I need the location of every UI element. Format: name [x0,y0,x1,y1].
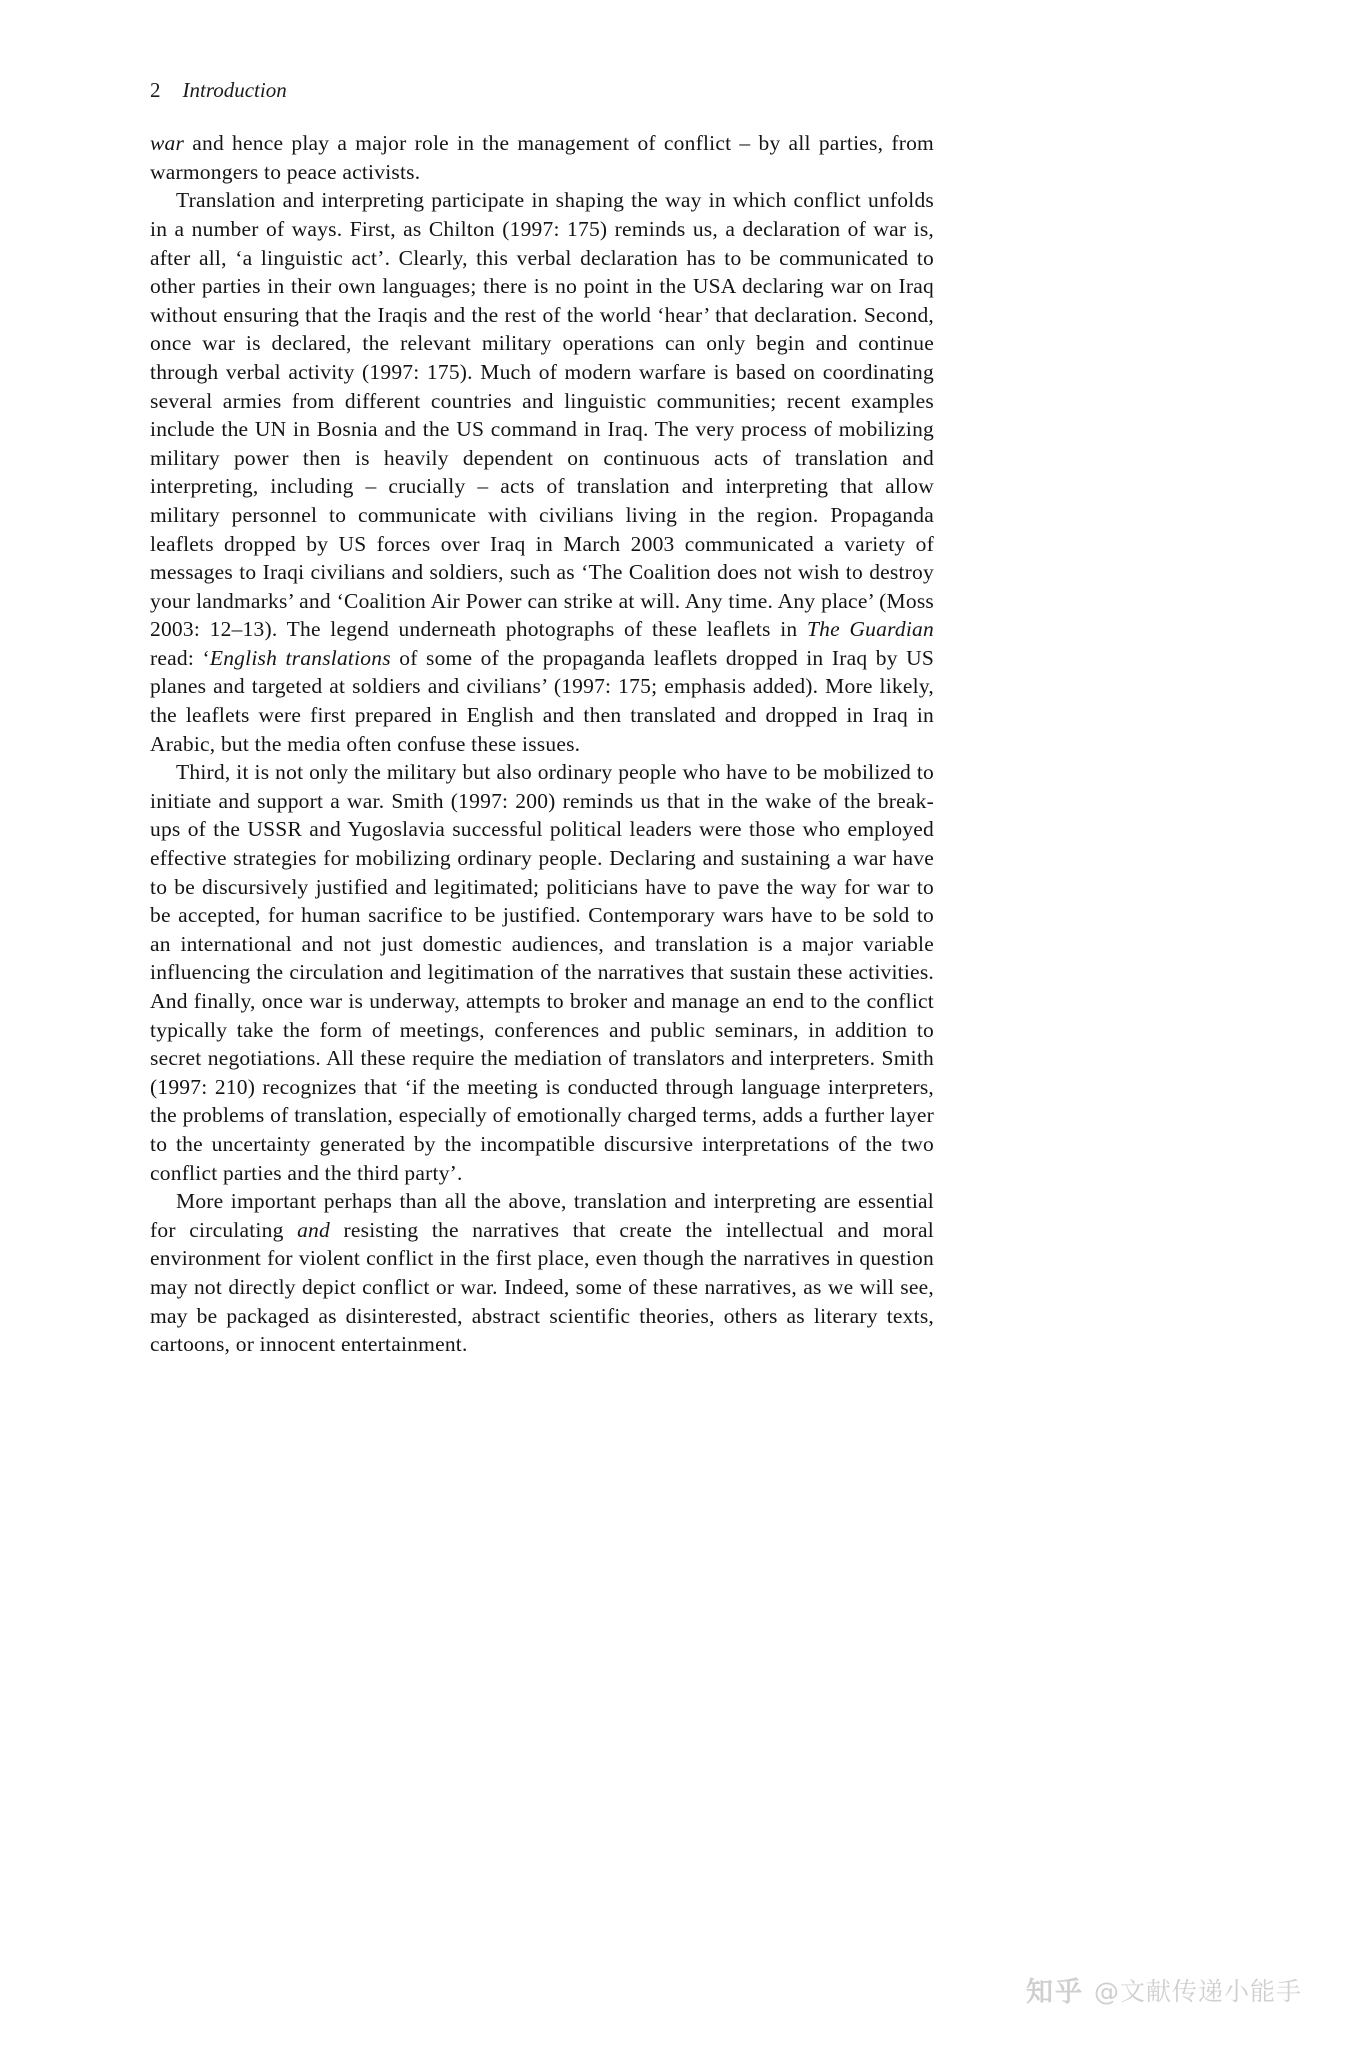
running-head [150,78,934,103]
paragraph-4-text-part-1: More important perhaps than all the above, translation and interpreting are essential for circulating [150,1189,934,1242]
page-number: 2 [150,78,161,102]
paragraph-3 [150,758,934,1187]
paragraph-2-italic-guardian: The Guardian [806,617,934,642]
paragraph-4 [150,1187,934,1359]
page-content [150,78,934,1359]
paragraph-2-text-part-2: read: ‘ [150,645,210,670]
paragraph-2 [150,186,934,758]
paragraph-3-text: Third, it is not only the military but also ordinary people who have to be mobilized to initiate and support a war. Smith (1997: 200) reminds us that in the wake of the break-ups of the USSR and Yugoslavia successful political leaders were those who employed effective strategies for mobilizing ordinary people. Declaring and sustaining a war have to be discursively justified and legitimated; politicians have to pave the way for war to be accepted, for human sacrifice to be justified. Contemporary wars have to be sold to an international and not just domestic audiences, and translation is a major variable influencing the circulation and legitimation of the narratives that sustain these activities. And finally, once war is underway, attempts to broker and manage an end to the conflict typically take the form of meetings, conferences and public seminars, in addition to secret negotiations. All these require the mediation of translators and interpreters. Smith (1997: 210) recognizes that ‘if the meeting is conducted through language interpreters, the problems of translation, especially of emotionally charged terms, adds a further layer to the uncertainty generated by the incompatible discursive interpretations of the two conflict parties and the third party’. [150,760,934,1185]
watermark-username: @文献传递小能手 [1093,1976,1302,2006]
paragraph-1-lead-italic: war [150,131,185,156]
paragraph-4-text-part-2: resisting the narratives that create the intellectual and moral environment for violent conflict in the first place, even though the narratives in question may not directly depict conflict or war. Indeed, some of these narratives, as we will see, may be packaged as disinterested, abstract scientific theories, others as literary texts, cartoons, or innocent entertainment. [150,1217,934,1357]
paragraph-2-text-part-1: Translation and interpreting participate in shaping the way in which conflict unfolds in a number of ways. First, as Chilton (1997: 175) reminds us, a declaration of war is, after all, ‘a linguistic act’. Clearly, this verbal declaration has to be communicated to other parties in their own languages; there is no point in the USA declaring war on Iraq without ensuring that the Iraqis and the rest of the world ‘hear’ that declaration. Second, once war is declared, the relevant military operations can only begin and continue through verbal activity (1997: 175). Much of modern warfare is based on coordinating several armies from different countries and linguistic communities; recent examples include the UN in Bosnia and the US command in Iraq. The very process of mobilizing military power then is heavily dependent on continuous acts of translation and interpreting, including – crucially – acts of translation and interpreting that allow military personnel to communicate with civilians living in the region. Propaganda leaflets dropped by US forces over Iraq in March 2003 communicated a variety of messages to Iraqi civilians and soldiers, such as ‘The Coalition does not wish to destroy your landmarks’ and ‘Coalition Air Power can strike at will. Any time. Any place’ (Moss 2003: 12–13). The legend underneath photographs of these leaflets in [150,188,934,642]
paragraph-4-italic-and: and [297,1217,330,1242]
paragraph-1 [150,129,934,186]
paragraph-1-text: and hence play a major role in the management of conflict – by all parties, from warmongers to peace activists. [150,131,934,184]
watermark [1026,1970,1302,2009]
paragraph-2-text-part-3: of some of the propaganda leaflets dropped in Iraq by US planes and targeted at soldiers and civilians’ (1997: 175; emphasis added). More likely, the leaflets were first prepared in English and then translated and dropped in Iraq in Arabic, but the media often confuse these issues. [150,645,934,756]
running-head-title: Introduction [182,78,287,102]
zhihu-logo-text: 知乎 [1025,1977,1084,2008]
paragraph-2-italic-english-translations: English translations [209,645,391,670]
